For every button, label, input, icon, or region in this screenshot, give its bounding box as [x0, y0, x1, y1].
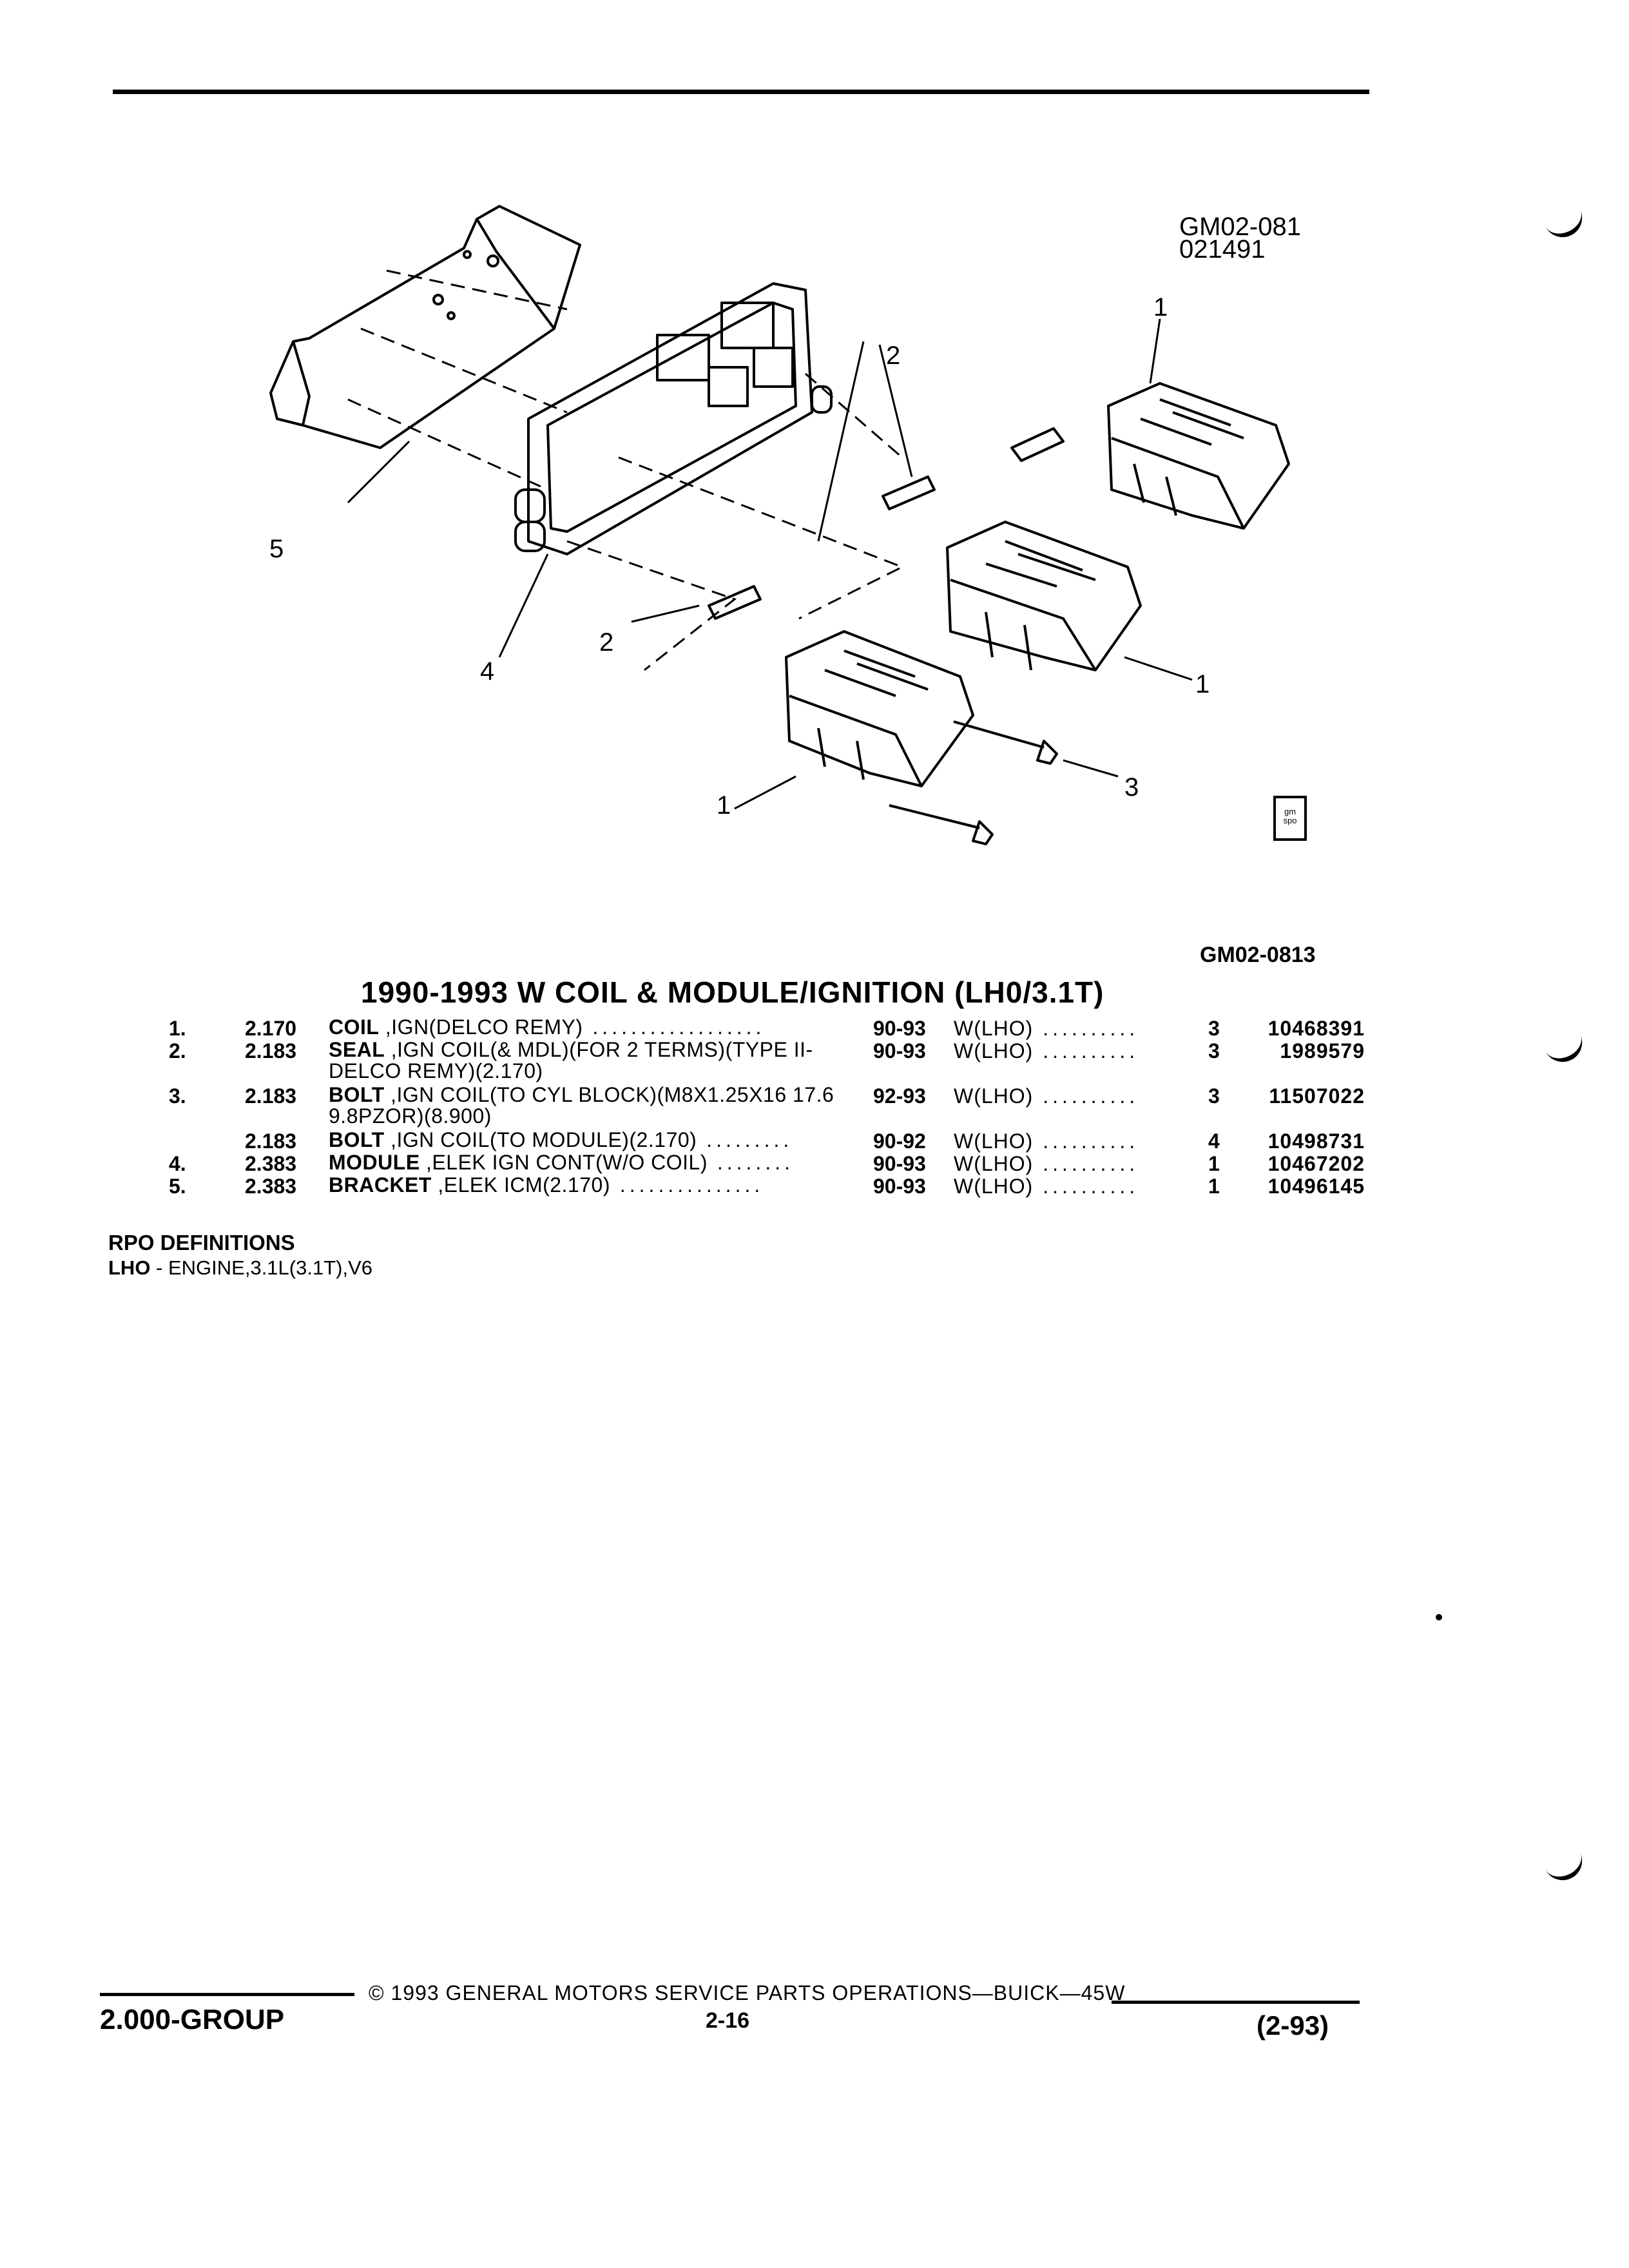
quantity: 4 — [1208, 1129, 1220, 1153]
part-name: SEAL — [329, 1038, 385, 1061]
series-code: W(LHO) — [954, 1017, 1034, 1040]
series — [954, 1039, 1139, 1063]
model-years: 90-92 — [873, 1129, 926, 1153]
gm-spo-badge-line1: gm — [1284, 807, 1296, 816]
parts-row — [0, 1129, 1629, 1152]
parts-row — [0, 1084, 1629, 1129]
item-number: 1. — [169, 1017, 186, 1040]
callout-2-top: 2 — [886, 341, 901, 370]
part-name: COIL — [329, 1015, 380, 1039]
part-description — [329, 1152, 851, 1173]
item-number: 5. — [169, 1175, 186, 1198]
edge-mark — [1543, 1849, 1588, 1887]
model-years: 92-93 — [873, 1084, 926, 1108]
rpo-definitions-title: RPO DEFINITIONS — [108, 1231, 295, 1254]
leader-dots: .......... — [1033, 1084, 1139, 1108]
part-description — [329, 1084, 851, 1127]
model-years: 90-93 — [873, 1017, 926, 1040]
group-number: 2.183 — [245, 1039, 297, 1062]
part-number: 11507022 — [1269, 1084, 1365, 1108]
exploded-view-diagram — [245, 193, 1340, 889]
part-number: 10467202 — [1268, 1152, 1365, 1175]
seal-drawing-2 — [1012, 428, 1063, 461]
series-code: W(LHO) — [954, 1084, 1034, 1108]
part-detail: ,ELEK IGN CONT(W/O COIL) — [419, 1151, 708, 1174]
part-number: 10468391 — [1268, 1017, 1365, 1040]
callout-3: 3 — [1124, 773, 1139, 802]
bolt-drawing-1 — [954, 722, 1057, 764]
seal-drawing-1 — [883, 477, 934, 509]
leader-dots: .................. — [583, 1015, 766, 1039]
footer-group: 2.000-GROUP — [100, 2004, 285, 2035]
series — [954, 1017, 1139, 1041]
leader-dots: .......... — [1033, 1039, 1139, 1062]
coil-drawing-middle — [947, 522, 1141, 670]
callout-5: 5 — [269, 535, 284, 563]
callout-1-top: 1 — [1153, 293, 1168, 322]
leader-dots: .......... — [1033, 1175, 1139, 1198]
bracket-drawing — [271, 206, 580, 448]
part-description — [329, 1129, 851, 1151]
part-detail: ,IGN(DELCO REMY) — [379, 1015, 583, 1039]
series-code: W(LHO) — [954, 1129, 1034, 1153]
series — [954, 1129, 1139, 1153]
part-name: BOLT — [329, 1128, 385, 1151]
leader-dots: .......... — [1033, 1152, 1139, 1175]
footer-date: (2-93) — [1257, 2010, 1329, 2041]
part-detail: ,IGN COIL(TO CYL BLOCK)(M8X1.25X16 17.6 9.8PZOR)(8.900) — [329, 1083, 834, 1128]
part-detail: ,ELEK ICM(2.170) — [431, 1173, 610, 1196]
part-name: BOLT — [329, 1083, 385, 1106]
series — [954, 1175, 1139, 1198]
bolt-drawing-2 — [889, 805, 992, 844]
part-detail: ,IGN COIL(& MDL)(FOR 2 TERMS)(TYPE II-DELCO REMY)(2.170) — [329, 1038, 813, 1082]
quantity: 3 — [1208, 1039, 1220, 1062]
leader-dots: .......... — [1033, 1017, 1139, 1040]
series-code: W(LHO) — [954, 1175, 1034, 1198]
rpo-definition-text: - ENGINE,3.1L(3.1T),V6 — [150, 1256, 372, 1279]
figure-code-bottom: GM02-0813 — [1200, 943, 1316, 967]
figure-code-date: 021491 — [1179, 235, 1266, 264]
item-number: 4. — [169, 1152, 186, 1175]
gm-spo-badge-line2: spo — [1283, 816, 1297, 825]
figure-code-top: GM02-081 — [1179, 213, 1301, 241]
model-years: 90-93 — [873, 1152, 926, 1175]
quantity: 1 — [1208, 1175, 1220, 1198]
item-number: 3. — [169, 1084, 186, 1108]
parts-row — [0, 1175, 1629, 1197]
rpo-definition — [108, 1256, 372, 1280]
callout-1-mid: 1 — [1195, 670, 1210, 698]
rpo-code: LHO — [108, 1256, 151, 1279]
coil-drawing-top — [1108, 383, 1289, 528]
group-number: 2.183 — [245, 1129, 297, 1153]
part-name: BRACKET — [329, 1173, 432, 1196]
part-number: 10498731 — [1268, 1129, 1365, 1153]
part-number: 1989579 — [1280, 1039, 1365, 1062]
parts-row — [0, 1152, 1629, 1175]
gm-spo-badge — [1273, 796, 1307, 841]
edge-mark — [1543, 206, 1588, 244]
series — [954, 1152, 1139, 1176]
part-description — [329, 1175, 851, 1196]
footer-rule-right — [1112, 2001, 1360, 2004]
group-number: 2.383 — [245, 1152, 297, 1175]
quantity: 3 — [1208, 1084, 1220, 1108]
leader-dots: ............... — [610, 1173, 764, 1196]
module-drawing — [516, 284, 831, 554]
model-years: 90-93 — [873, 1039, 926, 1062]
leader-dots: .......... — [1033, 1129, 1139, 1153]
group-number: 2.183 — [245, 1084, 297, 1108]
coil-drawing-bottom — [786, 631, 973, 786]
part-description — [329, 1039, 851, 1082]
quantity: 1 — [1208, 1152, 1220, 1175]
callout-2-mid: 2 — [599, 628, 614, 657]
quantity: 3 — [1208, 1017, 1220, 1040]
parts-list — [0, 1017, 1629, 1197]
parts-row — [0, 1039, 1629, 1084]
part-number: 10496145 — [1268, 1175, 1365, 1198]
page-number: 2-16 — [706, 2008, 750, 2033]
footer-rule-left — [100, 1993, 354, 1996]
series-code: W(LHO) — [954, 1039, 1034, 1062]
group-number: 2.170 — [245, 1017, 297, 1040]
series — [954, 1084, 1139, 1108]
callout-1-bottom: 1 — [717, 791, 731, 820]
scan-dot — [1436, 1614, 1442, 1620]
part-description — [329, 1017, 851, 1038]
part-detail: ,IGN COIL(TO MODULE)(2.170) — [384, 1128, 697, 1151]
series-code: W(LHO) — [954, 1152, 1034, 1175]
parts-row — [0, 1017, 1629, 1039]
callout-4: 4 — [480, 657, 495, 686]
leader-dots: ......... — [697, 1128, 793, 1151]
parts-list-title: 1990-1993 W COIL & MODULE/IGNITION (LH0/3.1T) — [361, 975, 1104, 1009]
part-name: MODULE — [329, 1151, 420, 1174]
item-number: 2. — [169, 1039, 186, 1062]
footer-copyright: © 1993 GENERAL MOTORS SERVICE PARTS OPERATIONS—BUICK—45W — [369, 1981, 1126, 2004]
top-rule — [113, 90, 1369, 94]
leader-dots: ........ — [707, 1151, 794, 1174]
group-number: 2.383 — [245, 1175, 297, 1198]
model-years: 90-93 — [873, 1175, 926, 1198]
